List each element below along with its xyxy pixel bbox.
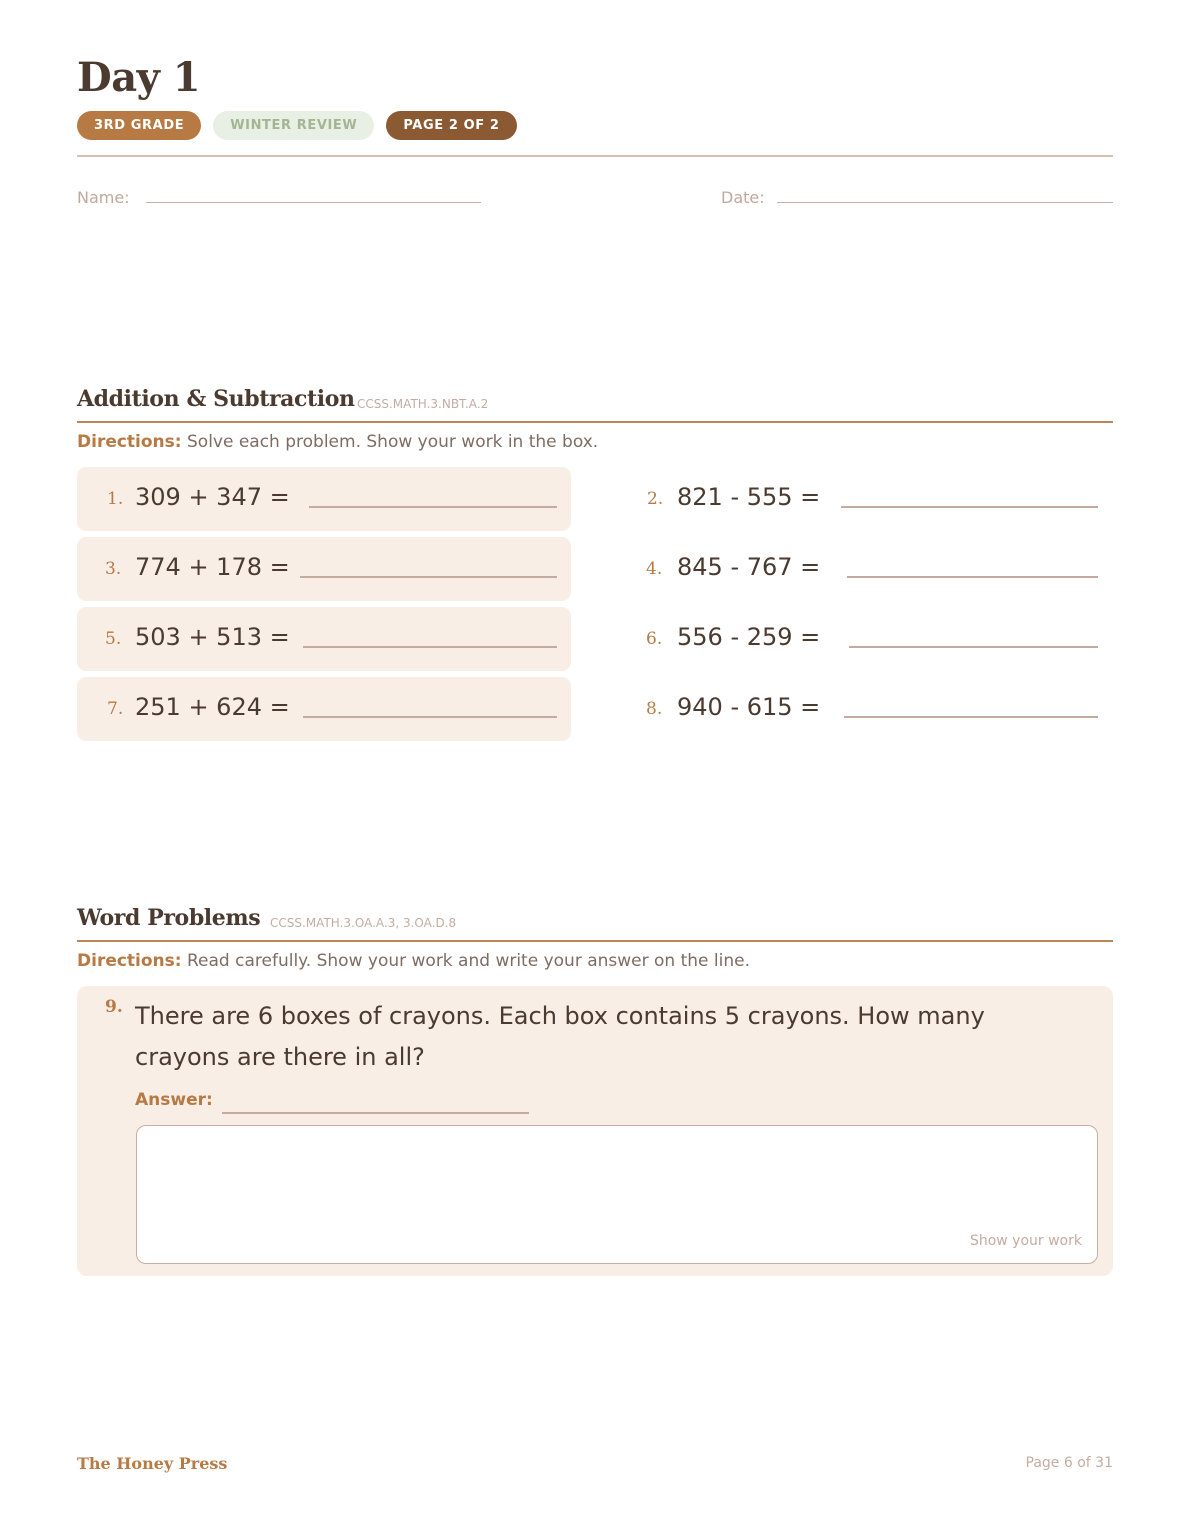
problem-expression: 821 - 555 =	[677, 483, 821, 511]
problem-expression: 940 - 615 =	[677, 693, 821, 721]
answer-label: Answer:	[135, 1090, 213, 1110]
directions-text: Read carefully. Show your work and write your answer on the line.	[181, 951, 750, 971]
section-divider	[77, 421, 1113, 423]
name-label: Name:	[77, 188, 130, 207]
section-standard: CCSS.MATH.3.OA.A.3, 3.OA.D.8	[270, 916, 457, 930]
directions-label: Directions:	[77, 432, 182, 452]
directions-text: Solve each problem. Show your work in the box.	[181, 432, 599, 452]
badge-row	[77, 111, 517, 140]
problem-expression: 503 + 513 =	[135, 623, 290, 651]
section-divider	[77, 940, 1113, 942]
section-title-word-problems: Word Problems	[77, 905, 261, 931]
problem-number: 7.	[107, 699, 124, 719]
winter-review-badge: WINTER REVIEW	[213, 111, 374, 140]
answer-line[interactable]	[847, 576, 1098, 578]
publisher-name: The Honey Press	[77, 1454, 228, 1473]
problem-expression: 556 - 259 =	[677, 623, 821, 651]
section-directions	[77, 951, 750, 971]
word-problem-text: There are 6 boxes of crayons. Each box contains 5 crayons. How many crayons are there in all?	[135, 1002, 985, 1071]
answer-line[interactable]	[309, 506, 557, 508]
problem-number: 2.	[647, 489, 664, 509]
answer-line[interactable]	[303, 716, 557, 718]
problem-number: 4.	[646, 559, 663, 579]
answer-line[interactable]	[300, 576, 557, 578]
problem-number: 3.	[105, 559, 122, 579]
directions-label: Directions:	[77, 951, 182, 971]
grade-badge: 3RD GRADE	[77, 111, 201, 140]
problem-number: 5.	[105, 629, 122, 649]
name-field[interactable]	[146, 202, 481, 203]
problem-expression: 309 + 347 =	[135, 483, 290, 511]
page-count-badge: PAGE 2 OF 2	[386, 111, 516, 140]
problem-number: 1.	[107, 489, 124, 509]
section-directions	[77, 432, 598, 452]
answer-line[interactable]	[849, 646, 1098, 648]
answer-line[interactable]	[303, 646, 557, 648]
problem-number: 8.	[646, 699, 663, 719]
problem-number: 6.	[646, 629, 663, 649]
date-field[interactable]	[777, 202, 1113, 203]
answer-line[interactable]	[841, 506, 1098, 508]
section-standard: CCSS.MATH.3.NBT.A.2	[357, 397, 489, 411]
page-number: Page 6 of 31	[1025, 1455, 1113, 1471]
page-title: Day 1	[77, 54, 201, 101]
header-divider	[77, 155, 1113, 157]
problem-expression: 845 - 767 =	[677, 553, 821, 581]
answer-line[interactable]	[222, 1112, 529, 1114]
date-label: Date:	[721, 188, 765, 207]
problem-expression: 774 + 178 =	[135, 553, 290, 581]
show-work-label: Show your work	[969, 1233, 1082, 1249]
section-title-addition-subtraction: Addition & Subtraction	[77, 386, 355, 412]
problem-number: 9.	[105, 997, 123, 1017]
answer-line[interactable]	[844, 716, 1098, 718]
problem-expression: 251 + 624 =	[135, 693, 290, 721]
show-work-box[interactable]	[136, 1125, 1098, 1264]
